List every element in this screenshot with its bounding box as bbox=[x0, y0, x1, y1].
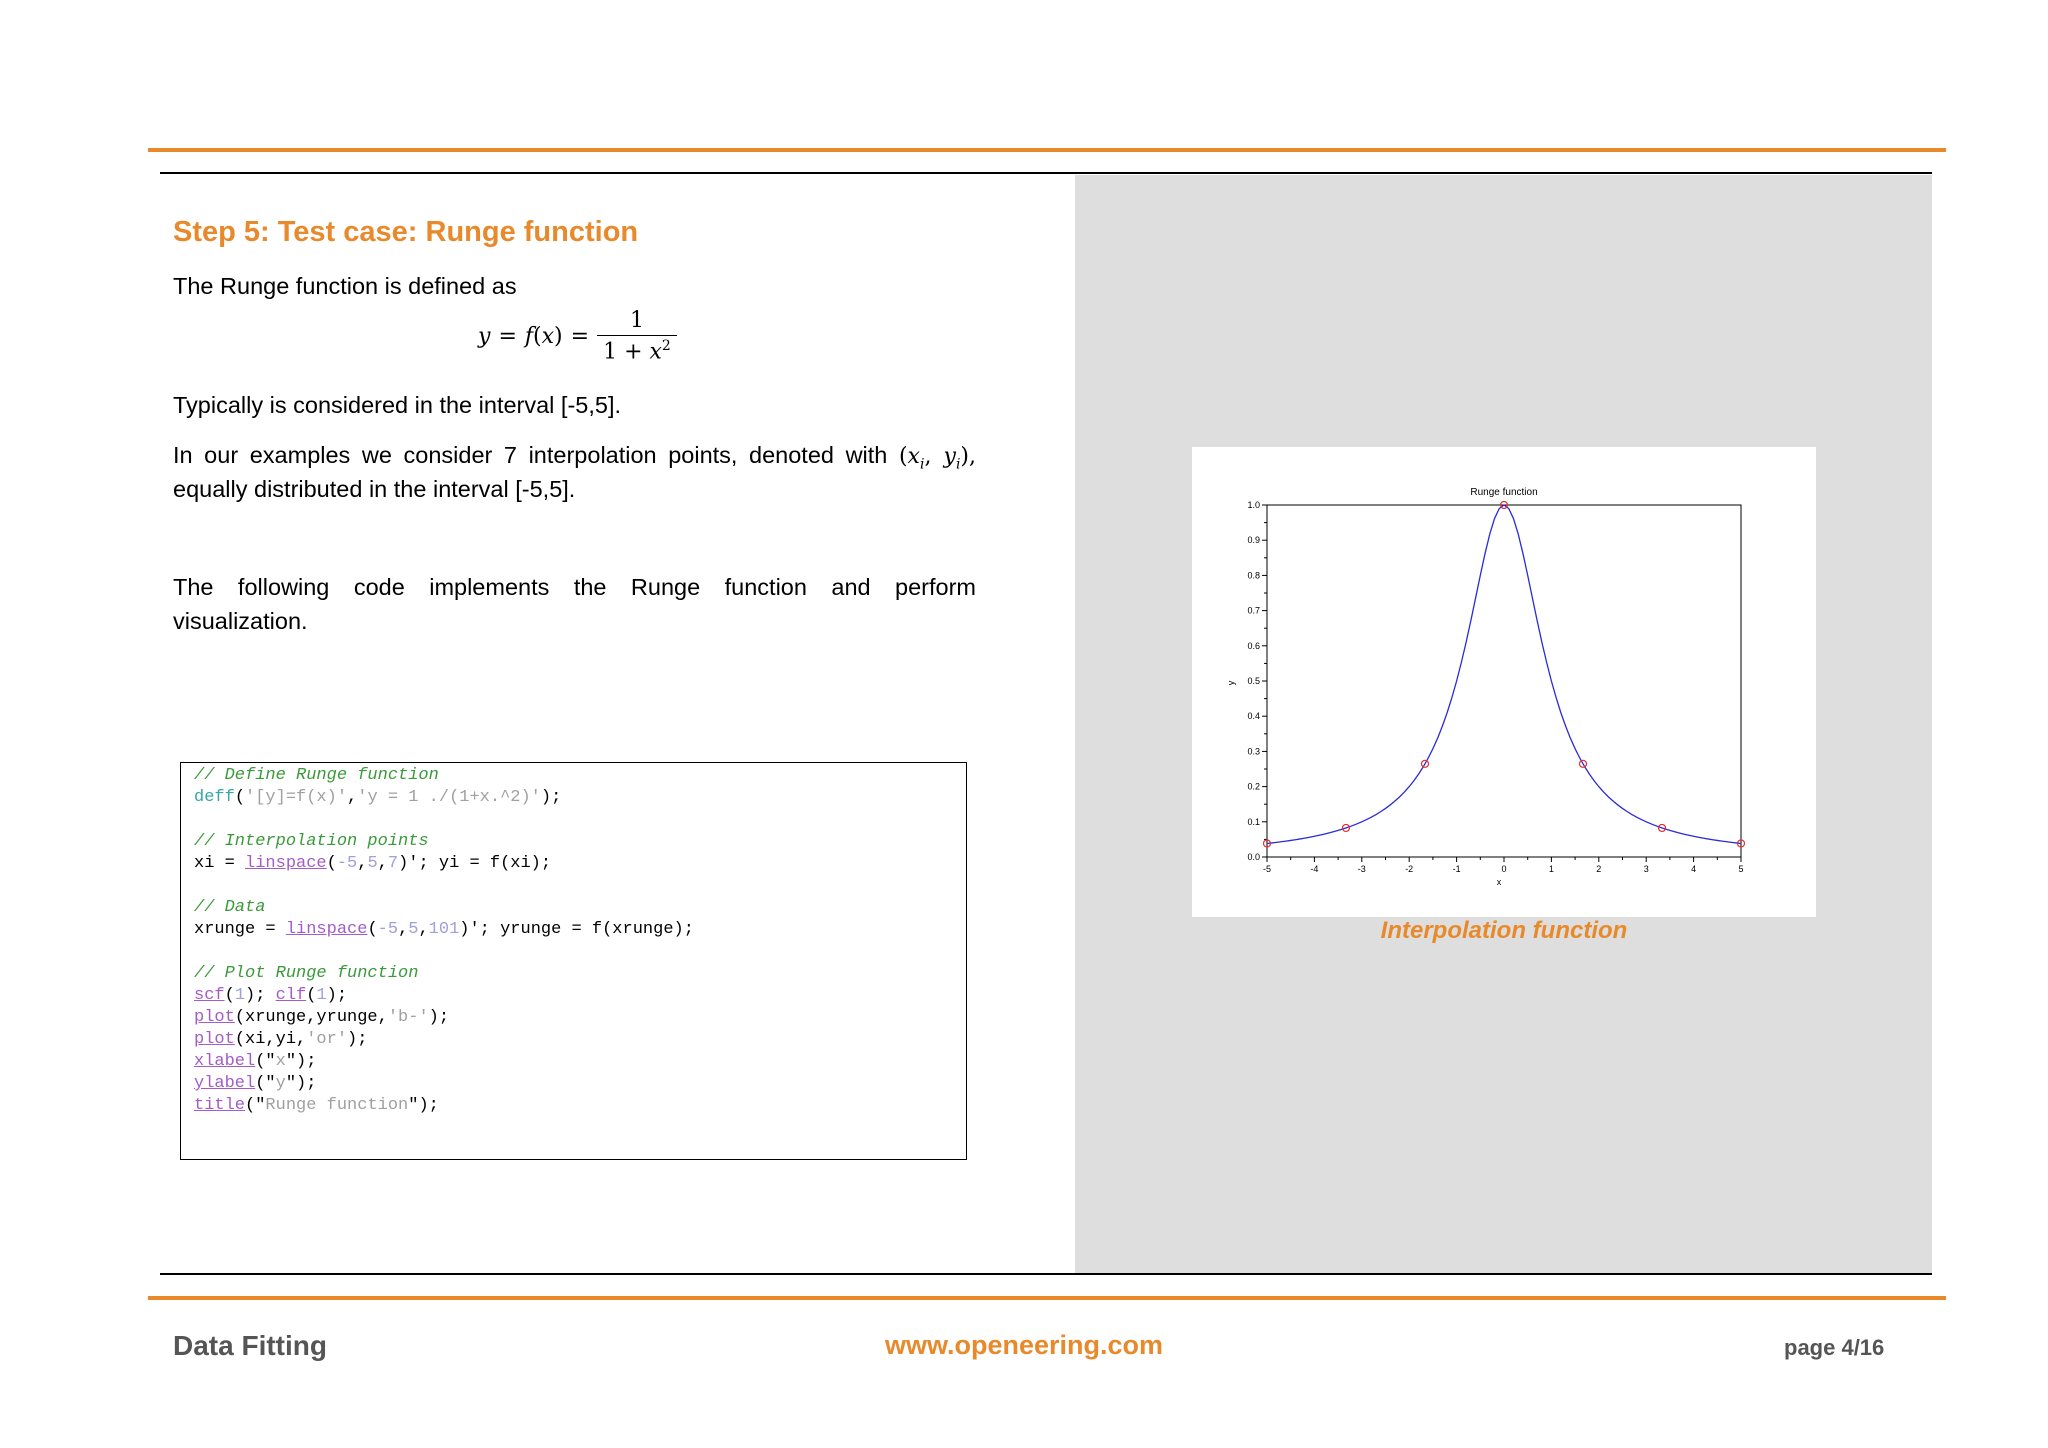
runge-plot bbox=[1192, 447, 1816, 917]
code-string: 'or' bbox=[306, 1030, 348, 1049]
footer-doc-title: Data Fitting bbox=[173, 1330, 327, 1361]
code-number: 1 bbox=[234, 986, 246, 1005]
code-string: 'y = 1 ./(1+x.^2)' bbox=[357, 788, 541, 807]
code-intro-text: The following code implements the Runge function and perform bbox=[173, 574, 976, 600]
code-function: ylabel bbox=[194, 1074, 256, 1093]
formula-paren-open: ( bbox=[533, 323, 542, 349]
y-tick-label: 0.1 bbox=[1247, 816, 1260, 827]
pair-y: y bbox=[943, 444, 956, 469]
code-comment: // Define Runge function bbox=[194, 766, 439, 785]
code-number: 1 bbox=[316, 986, 327, 1005]
code-punct: ); bbox=[245, 986, 276, 1005]
chart-ylabel: y bbox=[1226, 680, 1236, 686]
code-string: Runge function bbox=[265, 1096, 409, 1115]
code-punct: , bbox=[418, 920, 429, 939]
code-punct: , bbox=[398, 920, 409, 939]
code-punct: ); bbox=[540, 788, 562, 807]
code-function: plot bbox=[194, 1030, 235, 1049]
formula-y: y bbox=[478, 323, 491, 349]
code-punct: (" bbox=[245, 1096, 266, 1115]
x-tick-label: -3 bbox=[1357, 864, 1366, 874]
code-function: clf bbox=[275, 986, 307, 1005]
header-orange-rule bbox=[148, 148, 1946, 152]
formula-den-one-plus: 1 + bbox=[603, 339, 650, 365]
code-intro-text-2: visualization. bbox=[173, 608, 308, 634]
formula-x: x bbox=[541, 323, 555, 349]
pair-close: ), bbox=[960, 444, 976, 469]
code-comment: // Interpolation points bbox=[194, 832, 429, 851]
code-punct: ( bbox=[224, 986, 235, 1005]
code-line bbox=[194, 897, 966, 919]
formula-paren-close: ) bbox=[554, 323, 563, 349]
x-tick-label: -5 bbox=[1262, 864, 1272, 874]
code-number: -5 bbox=[336, 854, 358, 873]
code-number: 7 bbox=[387, 854, 399, 873]
x-tick-label: -4 bbox=[1310, 864, 1319, 874]
code-line bbox=[194, 853, 966, 875]
formula-eq1: = bbox=[498, 323, 517, 349]
pair-comma: , bbox=[924, 444, 944, 469]
footer-page-number: page 4/16 bbox=[1784, 1335, 1885, 1360]
code-line-blank bbox=[194, 809, 966, 831]
code-line-blank bbox=[194, 941, 966, 963]
code-string: y bbox=[275, 1074, 286, 1093]
code-line bbox=[194, 765, 966, 787]
chart-xlabel: x bbox=[1496, 877, 1502, 887]
code-line bbox=[194, 1007, 966, 1029]
runge-formula bbox=[478, 308, 677, 364]
y-tick-label: 0.8 bbox=[1247, 570, 1260, 581]
code-punct: ); bbox=[428, 1008, 450, 1027]
code-function: linspace bbox=[245, 854, 327, 873]
x-tick-label: -2 bbox=[1405, 864, 1414, 874]
x-tick-label: 4 bbox=[1691, 864, 1697, 874]
y-tick-label: 0.9 bbox=[1247, 535, 1260, 546]
footer-website-link[interactable]: www.openeering.com bbox=[884, 1330, 1164, 1360]
code-line-blank bbox=[194, 875, 966, 897]
code-punct: (" bbox=[255, 1052, 276, 1071]
pair-x: x bbox=[907, 444, 920, 469]
code-punct: "); bbox=[285, 1074, 317, 1093]
y-tick-label: 0.5 bbox=[1247, 676, 1260, 686]
code-number: 5 bbox=[408, 920, 419, 939]
code-function: xlabel bbox=[194, 1052, 256, 1071]
code-punct: ( bbox=[326, 854, 337, 873]
pair-sub-i2: i bbox=[955, 456, 961, 473]
x-tick-label: 5 bbox=[1738, 864, 1744, 874]
axis-ticks bbox=[1247, 500, 1743, 874]
code-punct: , bbox=[377, 854, 388, 873]
code-string: '[y]=f(x)' bbox=[245, 788, 348, 807]
code-punct: , bbox=[357, 854, 368, 873]
runge-curve bbox=[1267, 505, 1741, 843]
interp-pair bbox=[898, 444, 976, 473]
interp-points-text-2: equally distributed in the interval [-5,5]. bbox=[173, 476, 576, 502]
code-punct: "); bbox=[285, 1052, 317, 1071]
formula-fraction bbox=[597, 308, 677, 364]
code-string: x bbox=[275, 1052, 286, 1071]
x-tick-label: 1 bbox=[1548, 864, 1554, 874]
code-punct: (" bbox=[255, 1074, 276, 1093]
y-tick-label: 0.4 bbox=[1247, 711, 1260, 722]
formula-eq2: = bbox=[570, 323, 590, 349]
code-comment: // Plot Runge function bbox=[194, 964, 419, 983]
step-title: Step 5: Test case: Runge function bbox=[173, 216, 639, 248]
pair-open: ( bbox=[898, 444, 908, 469]
interp-text-part1: In our examples we consider 7 interpolation points, denoted with bbox=[173, 442, 888, 468]
code-text: )'; yi = f(xi); bbox=[398, 854, 552, 873]
y-tick-label: 0.7 bbox=[1247, 605, 1260, 616]
code-keyword: deff bbox=[194, 788, 235, 807]
code-text: xrunge = bbox=[194, 920, 286, 939]
code-punct: ( bbox=[234, 788, 246, 807]
code-line bbox=[194, 831, 966, 853]
code-line bbox=[194, 1073, 966, 1095]
code-punct: ); bbox=[326, 986, 348, 1005]
footer-orange-rule bbox=[148, 1296, 1946, 1300]
y-tick-label: 0.6 bbox=[1247, 640, 1260, 651]
code-function: linspace bbox=[285, 920, 368, 939]
plot-frame bbox=[1267, 505, 1741, 857]
interval-text: Typically is considered in the interval [-5,5]. bbox=[173, 392, 622, 418]
code-line bbox=[194, 1095, 966, 1117]
pair-sub-i1: i bbox=[919, 456, 925, 473]
code-line bbox=[194, 787, 966, 809]
formula-den-exp: 2 bbox=[661, 338, 671, 354]
runge-chart bbox=[1192, 447, 1816, 917]
code-number: 5 bbox=[367, 854, 378, 873]
formula-den-x: x bbox=[649, 339, 662, 365]
code-number: -5 bbox=[377, 920, 399, 939]
code-function: plot bbox=[194, 1008, 235, 1027]
code-punct: ( bbox=[367, 920, 378, 939]
chart-series bbox=[1264, 502, 1745, 847]
code-line bbox=[194, 919, 966, 941]
intro-text: The Runge function is defined as bbox=[173, 273, 517, 299]
chart-title: Runge function bbox=[1470, 487, 1538, 498]
code-punct: "); bbox=[408, 1096, 439, 1115]
code-punct: , bbox=[347, 788, 358, 807]
code-text: )'; yrunge = f(xrunge); bbox=[459, 920, 694, 939]
code-text: (xi,yi, bbox=[234, 1030, 307, 1049]
y-tick-label: 1.0 bbox=[1247, 500, 1260, 510]
formula-f: f bbox=[524, 323, 534, 349]
code-number: 101 bbox=[428, 920, 460, 939]
figure-caption: Interpolation function bbox=[1380, 917, 1628, 944]
formula-denominator bbox=[597, 335, 677, 364]
x-tick-label: 2 bbox=[1596, 864, 1602, 874]
code-text: xi = bbox=[194, 854, 246, 873]
y-tick-label: 0.3 bbox=[1247, 746, 1260, 757]
x-tick-label: 3 bbox=[1643, 864, 1649, 874]
code-line bbox=[194, 963, 966, 985]
code-comment: // Data bbox=[194, 898, 266, 917]
code-line bbox=[194, 985, 966, 1007]
footer-black-rule bbox=[160, 1273, 1932, 1275]
header-black-rule bbox=[160, 172, 1932, 174]
code-function: scf bbox=[194, 986, 225, 1005]
code-line bbox=[194, 1051, 966, 1073]
code-punct: ( bbox=[306, 986, 317, 1005]
code-function: title bbox=[194, 1096, 246, 1115]
code-listing bbox=[180, 762, 967, 1160]
y-tick-label: 0.2 bbox=[1247, 781, 1260, 792]
code-punct: ); bbox=[347, 1030, 368, 1049]
y-tick-label: 0.0 bbox=[1247, 852, 1260, 862]
formula-numerator: 1 bbox=[629, 308, 644, 333]
code-string: 'b-' bbox=[387, 1008, 429, 1027]
code-text: (xrunge,yrunge, bbox=[234, 1008, 388, 1027]
code-line bbox=[194, 1029, 966, 1051]
x-tick-label: 0 bbox=[1501, 864, 1507, 874]
x-tick-label: -1 bbox=[1452, 864, 1461, 874]
